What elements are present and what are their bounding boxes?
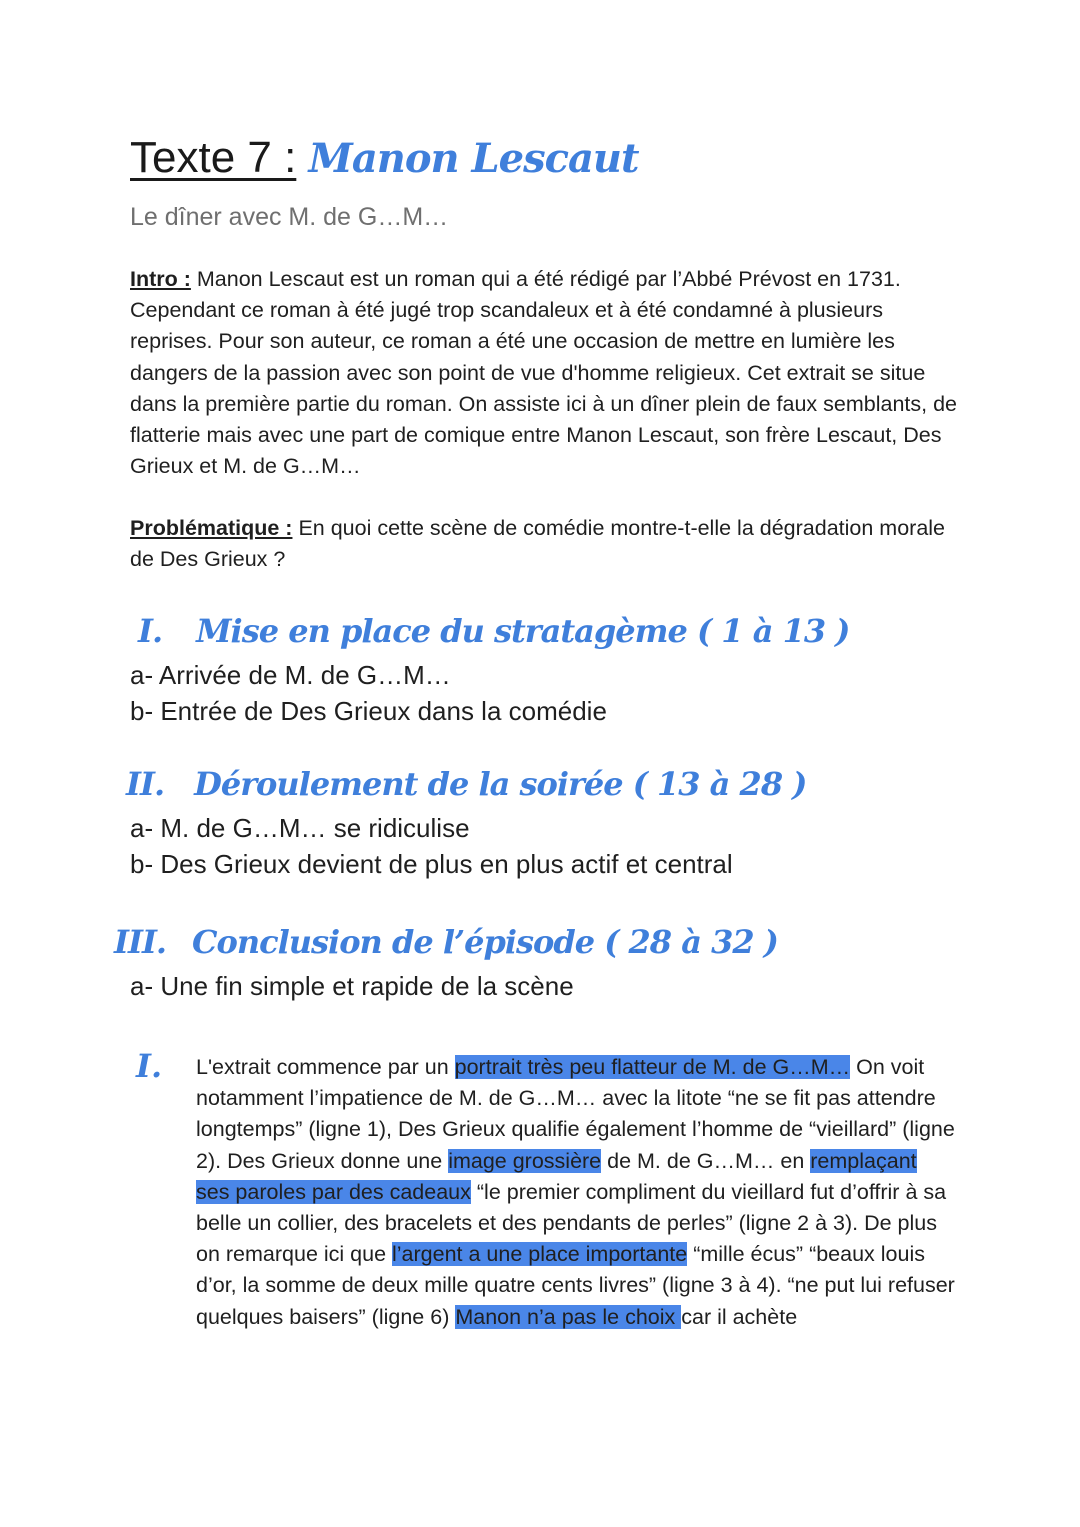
dev-text: car il achète — [681, 1304, 798, 1329]
document-subtitle: Le dîner avec M. de G…M… — [130, 203, 449, 231]
dev-text: “le premier compliment du vieillard fut d’offrir à sa belle un collier, des bracelets et des pendants de perles” (ligne 2 à 3). De plus on remarque ici que — [196, 1179, 947, 1267]
section-2-item-a: a- M. de G…M… se ridiculise — [130, 813, 470, 843]
section-2-item-b: b- Des Grieux devient de plus en plus actif et central — [130, 849, 733, 879]
section-heading-3 — [114, 919, 778, 965]
problematique-paragraph — [130, 513, 960, 575]
dev-highlight: portrait très peu flatteur de M. de G…M… — [454, 1055, 851, 1079]
section-number: III. — [114, 923, 167, 961]
development-number: I. — [136, 1047, 163, 1085]
problematique-text: En quoi cette scène de comédie montre-t-elle la dégradation morale de Des Grieux ? — [130, 516, 946, 572]
development-paragraph — [196, 1052, 956, 1333]
dev-highlight: l’argent a une place importante — [392, 1242, 688, 1267]
section-3-item-a: a- Une fin simple et rapide de la scène — [130, 971, 574, 1001]
dev-highlight: remplaçant ses paroles par des cadeaux — [196, 1148, 917, 1204]
section-number: II. — [126, 765, 165, 803]
dev-text: de M. de G…M… en — [601, 1148, 811, 1173]
problematique-label: Problématique : — [130, 516, 293, 540]
dev-text: L'extrait commence par un — [196, 1055, 455, 1079]
section-title: Conclusion de l’épisode ( 28 à 32 ) — [192, 923, 778, 961]
dev-text: “mille écus” “beaux louis d’or, la somme de deux mille quatre cents livres” (ligne 3 à 4). “ne put lui refuser quelques baisers” (ligne 6) — [196, 1242, 955, 1329]
section-title: Mise en place du stratagème ( 1 à 13 ) — [196, 612, 850, 650]
section-1-item-b: b- Entrée de Des Grieux dans la comédie — [130, 696, 607, 726]
section-1-item-a: a- Arrivée de M. de G…M… — [130, 660, 451, 690]
intro-text: Manon Lescaut est un roman qui a été rédigé par l’Abbé Prévost en 1731. Cependant ce roman à été jugé trop scandaleux et à été condamné à plusieurs reprises. Pour son auteur, ce roman a été une occasion de mettre en lumière les dangers de la passion avec son point de vue d'homme religieux. Cet extrait se situe dans la première partie du roman. On assiste ici à un dîner plein de faux semblants, de flatterie mais avec une part de comique entre Manon Lescaut, son frère Lescaut, Des Grieux et M. de G…M… — [130, 267, 958, 479]
section-heading-1 — [138, 608, 849, 654]
dev-highlight: image grossière — [448, 1148, 602, 1173]
dev-highlight: Manon n’a pas le choix — [455, 1304, 682, 1329]
section-number: I. — [138, 612, 163, 650]
section-heading-2 — [126, 761, 806, 807]
title-book: Manon Lescaut — [308, 135, 639, 182]
section-title: Déroulement de la soirée ( 13 à 28 ) — [194, 765, 807, 803]
intro-label: Intro : — [130, 267, 191, 291]
document-title — [130, 128, 638, 189]
intro-paragraph — [130, 264, 960, 482]
title-prefix: Texte 7 : — [130, 133, 297, 182]
dev-text: On voit notamment l’impatience de M. de G…M… avec la litote “ne se fit pas attendre longtemps” (ligne 1), Des Grieux qualifie également l’homme de “vieillard” (ligne 2). Des Grieux donne une — [196, 1055, 955, 1173]
